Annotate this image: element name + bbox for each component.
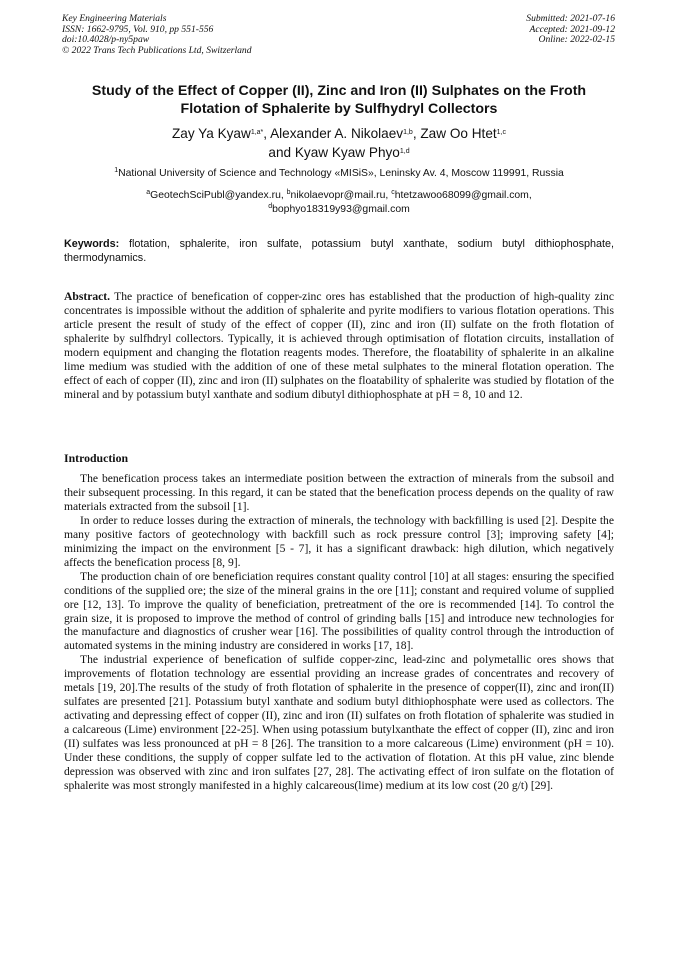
abstract-text: The practice of benefication of copper-zinc ores has established that the production of high-quality zinc concentrates is impossible without the addition of sphalerite and pyrite modifiers to various flotation operations. This article present the result of study of the effect of copper (II), zinc and iron (II) sulfate on the froth flotation of sphalerite by sulfhdryl collectors. Typically, it is achieved through optimisation of flotation circuits, installation of modern equipment and changing the flotation reagents modes. Therefore, the floatability of sphalerite in an alkaline lime medium was studied with the addition of one of these metal sulphates to the mineral flotation operation. The effect of each of copper (II), zinc and iron (II) sulphates on the floatability of sphalerite was studied by flotation of the mineral and by potassium butyl xanthate and sodium dibutyl dithiophosphate at pH = 8, 10 and 12. (64, 290, 614, 401)
author-affil-mark: 1,b (403, 129, 413, 136)
email-address[interactable]: htetzawoo68099@gmail.com, (394, 190, 532, 201)
keywords (64, 238, 614, 265)
section-heading-introduction: Introduction (64, 451, 129, 465)
email-mark: d (268, 203, 273, 210)
email-list (62, 189, 616, 217)
keywords-label: Keywords: (64, 238, 120, 250)
email-mark: b (286, 189, 291, 196)
email-address[interactable]: GeotechSciPubl@yandex.ru, (150, 190, 287, 201)
publication-dates (526, 14, 615, 46)
email-address[interactable]: nikolaevopr@mail.ru, (290, 190, 392, 201)
author-name: , Alexander A. Nikolaev (263, 126, 404, 141)
affiliation (40, 167, 638, 180)
paragraph: In order to reduce losses during the extraction of minerals, the technology with backfilling is used [2]. Despite the many positive factors of geotechnology with backfill such as rock pressure control [3]; improving safety [4]; minimizing the impact on the environment [5 - 7], it has a significant drawback: high dilution, which negatively affects the benefication process [8, 9]. (64, 513, 614, 569)
introduction-body (64, 472, 614, 793)
email-address[interactable]: bophyo18319y93@gmail.com (272, 204, 410, 215)
journal-name: Key Engineering Materials (62, 13, 167, 24)
submitted-date: Submitted: 2021-07-16 (526, 13, 615, 24)
email-mark: a (146, 189, 151, 196)
paper-title: Study of the Effect of Copper (II), Zinc and Iron (II) Sulphates on the Froth Flotation of Sphalerite by Sulfhydryl Collectors (91, 83, 587, 117)
doi-line: doi:10.4028/p-ny5paw (62, 34, 150, 46)
author-name: , Zaw Oo Htet (412, 126, 497, 141)
issn-line: ISSN: 1662-9795, Vol. 910, pp 551-556 (62, 23, 214, 35)
paragraph: The production chain of ore beneficiation requires constant quality control [10] at all stages: ensuring the specified conditions of the supplied ore; the size of the mineral grains in the ore [11]; constant and required volume of supplied ore [12, 13]. To improve the quality of beneficiation, pretreatment of the ore is recommended [14]. To control the grain size, it is proposed to improve the method of control of grinding balls [15] and introduce new technologies for the manufacture and diagnostics of crusher wear [16]. The possibilities of quality control through the introduction of automated systems in the mining industry are considered in works [17, 18]. (64, 569, 614, 653)
author-affil-mark: 1,c (496, 129, 507, 136)
author-name: Zay Ya Kyaw (171, 126, 251, 141)
email-mark: c (391, 189, 395, 196)
affiliation-mark: 1 (114, 167, 119, 174)
affiliation-text: National University of Science and Technology «MISiS», Leninsky Av. 4, Moscow 119991, Russia (118, 168, 564, 179)
author-affil-mark: 1,a* (250, 129, 264, 136)
abstract-label: Abstract. (64, 290, 111, 303)
abstract (64, 290, 614, 402)
paragraph: The benefication process takes an intermediate position between the extraction of minerals from the subsoil and their subsequent processing. In this regard, it can be stated that the benefication process depends on the quality of raw materials extracted from the subsoil [1]. (64, 472, 614, 513)
online-date: Online: 2022-02-15 (538, 34, 615, 46)
author-affil-mark: 1,d (399, 148, 410, 155)
keywords-text: flotation, sphalerite, iron sulfate, potassium butyl xanthate, sodium butyl dithiophosphate, thermodynamics. (64, 238, 614, 264)
author-name: and Kyaw Kyaw Phyo (268, 145, 400, 160)
accepted-date: Accepted: 2021-09-12 (529, 23, 615, 35)
journal-info (62, 14, 252, 56)
copyright-line: © 2022 Trans Tech Publications Ltd, Switzerland (62, 44, 252, 56)
paragraph: The industrial experience of benefication of sulfide copper-zinc, lead-zinc and polymetallic ores shows that improvements of flotation technology are essential providing an increase grades of concentrates and recovery of metals [19, 20].The results of the study of froth flotation of sphalerite in the presence of copper(II), zinc and iron(II) sulfates are presented [21]. Potassium butyl xanthate and sodium butyl dithiophosphate were used as collectors. The activating and depressing effect of copper (II), zinc and iron (II) sulfates on froth flotation of sphalerite was studied in a calcareous (Lime) environment [22-25]. When using potassium butylxanthate the effect of copper (II), zinc and iron (II) sulfates was less pronounced at pH = 8 [26]. The transition to a more calcareous (Lime) environment (pH = 10). Under these conditions, the supply of copper sulfate led to the activation of flotation. At this pH value, zinc blende depression was observed with zinc and iron sulfates [27, 28]. The activating effect of iron sulfate on the flotation of sphalerite was most strongly manifested in a highly calcareous(lime) medium at its low cost (20 g/t) [29]. (64, 653, 614, 792)
author-list (62, 124, 616, 162)
